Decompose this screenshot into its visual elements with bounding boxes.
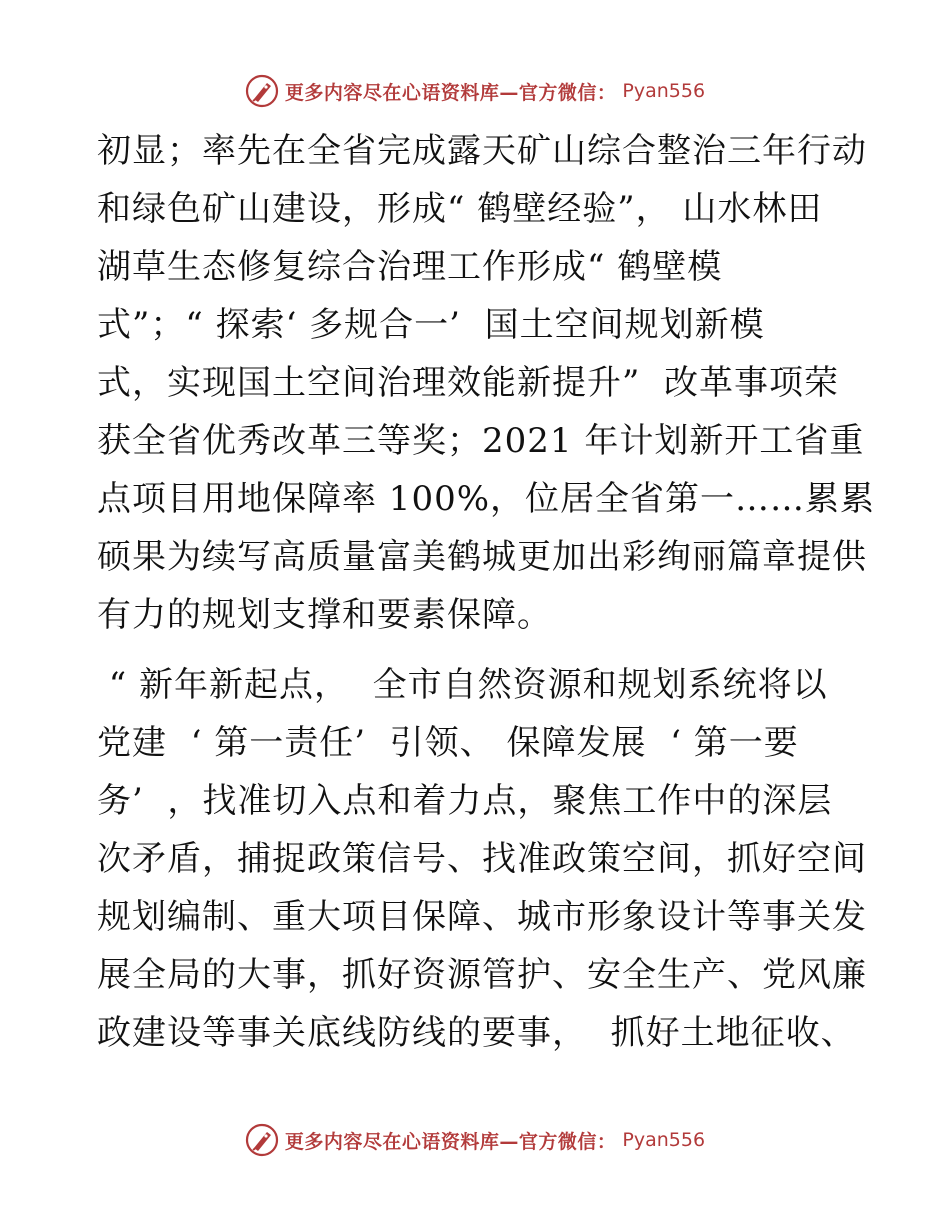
text-line: 湖草生态修复综合治理工作形成“ 鹤壁模 bbox=[97, 247, 723, 287]
text-line: 式”；“ 探索‘ 多规合一’ 国土空间规划新模 bbox=[97, 305, 765, 345]
footer-watermark bbox=[0, 1120, 950, 1160]
document-body bbox=[97, 122, 876, 1062]
paragraph-2 bbox=[97, 656, 867, 1062]
pen-nib-logo-icon bbox=[245, 1123, 279, 1157]
text-line: 获全省优秀改革三等奖；2021 年计划新开工省重 bbox=[97, 421, 865, 461]
text-line: “ 新年新起点， 全市自然资源和规划系统将以 bbox=[97, 665, 828, 705]
text-line: 初显；率先在全省完成露天矿山综合整治三年行动 bbox=[97, 131, 867, 171]
watermark-account: Pyan556 bbox=[622, 1129, 706, 1151]
text-line: 政建设等事关底线防线的要事， 抓好土地征收、 bbox=[97, 1013, 856, 1053]
text-line: 硕果为续写高质量富美鹤城更加出彩绚丽篇章提供 bbox=[97, 537, 867, 577]
pen-nib-logo-icon bbox=[245, 74, 279, 108]
watermark-account: Pyan556 bbox=[622, 80, 706, 102]
watermark-text: 更多内容尽在心语资料库—官方微信： bbox=[284, 1130, 617, 1153]
text-line: 式，实现国土空间治理效能新提升” 改革事项荣 bbox=[97, 363, 839, 403]
header-watermark bbox=[0, 71, 950, 111]
watermark-text: 更多内容尽在心语资料库—官方微信： bbox=[284, 81, 617, 104]
text-line: 有力的规划支撑和要素保障。 bbox=[97, 595, 552, 635]
text-line: 点项目用地保障率 100%，位居全省第一……累累 bbox=[97, 479, 876, 519]
paragraph-1 bbox=[97, 122, 876, 644]
text-line: 展全局的大事，抓好资源管护、安全生产、党风廉 bbox=[97, 955, 867, 995]
text-line: 规划编制、重大项目保障、城市形象设计等事关发 bbox=[97, 897, 867, 937]
text-line: 次矛盾，捕捉政策信号、找准政策空间，抓好空间 bbox=[97, 839, 867, 879]
text-line: 务’ ，找准切入点和着力点，聚焦工作中的深层 bbox=[97, 781, 833, 821]
text-line: 党建 ‘ 第一责任’ 引领、 保障发展 ‘ 第一要 bbox=[97, 723, 799, 763]
text-line: 和绿色矿山建设，形成“ 鹤壁经验”， 山水林田 bbox=[97, 189, 823, 229]
paragraph-spacer bbox=[97, 644, 857, 656]
